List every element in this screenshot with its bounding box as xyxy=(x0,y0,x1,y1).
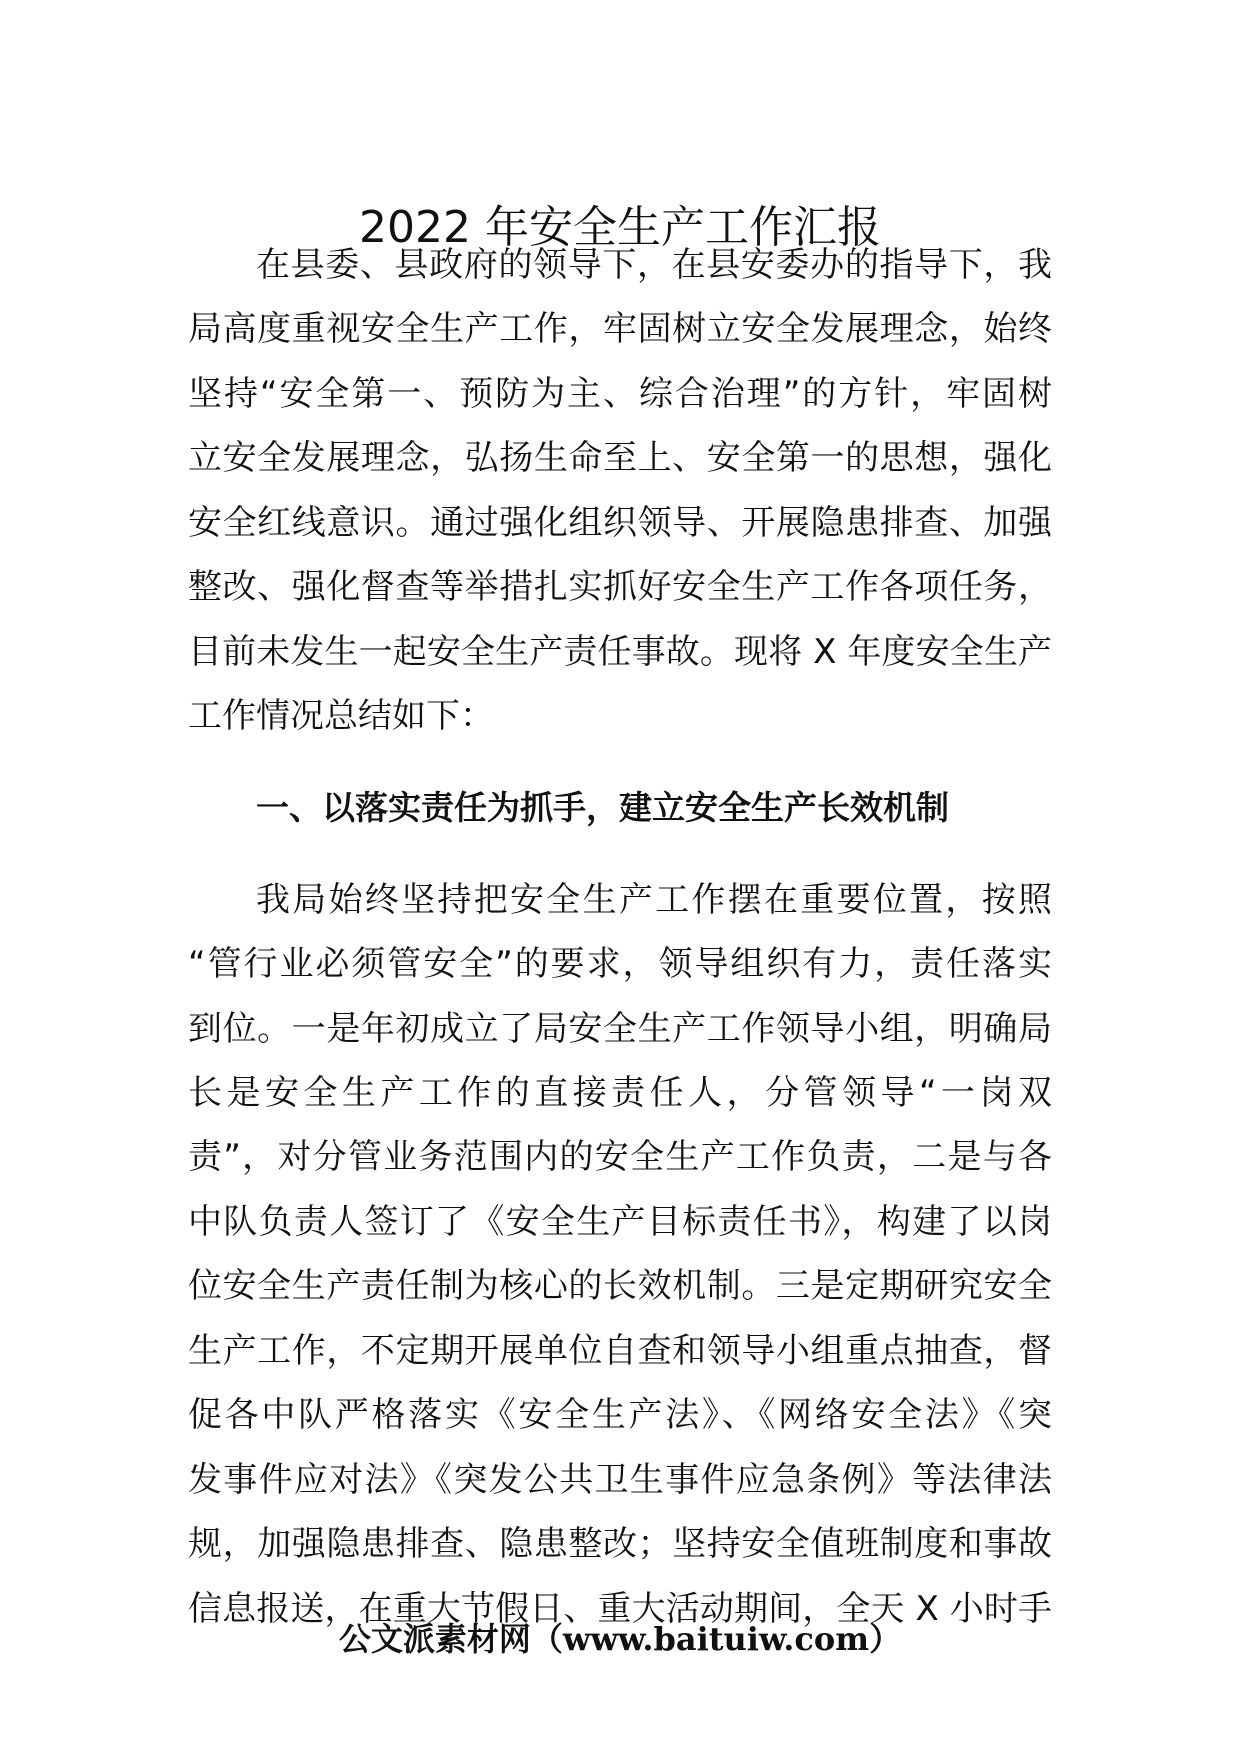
paragraph-line: 局高度重视安全生产工作，牢固树立安全发展理念，始终 xyxy=(188,309,1052,350)
paragraph-line: 工作情况总结如下： xyxy=(188,696,494,737)
paragraph-line: 长是安全生产工作的直接责任人，分管领导“一岗双 xyxy=(188,1073,1052,1113)
paragraph-line: “管行业必须管安全”的要求，领导组织有力，责任落实 xyxy=(188,944,1052,985)
paragraph-line: 目前未发生一起安全生产责任事故。现将 X 年度安全生产 xyxy=(188,631,1052,672)
paragraph-line: 安全红线意识。通过强化组织领导、开展隐患排查、加强 xyxy=(188,502,1052,543)
paragraph-line: 在县委、县政府的领导下，在县安委办的指导下，我 xyxy=(256,245,1052,285)
watermark-footer: 公文派素材网（www.baituiw.com） xyxy=(338,1620,902,1658)
paragraph-line: 我局始终坚持把安全生产工作摆在重要位置，按照 xyxy=(256,879,1052,920)
paragraph-line: 规，加强隐患排查、隐患整改；坚持安全值班制度和事故 xyxy=(188,1524,1052,1565)
paragraph-line: 整改、强化督查等举措扎实抓好安全生产工作各项任务， xyxy=(188,567,1052,608)
document-body xyxy=(188,233,1052,1641)
document-title: 2022 年安全生产工作汇报 xyxy=(359,202,881,254)
paragraph-line: 信息报送，在重大节假日、重大活动期间，全天 X 小时手 xyxy=(188,1588,1052,1629)
paragraph-line: 发事件应对法》《突发公共卫生事件应急条例》等法律法 xyxy=(188,1459,1052,1500)
paragraph-line: 位安全生产责任制为核心的长效机制。三是定期研究安全 xyxy=(188,1266,1052,1307)
intro-paragraph xyxy=(188,233,1052,749)
paragraph-line: 到位。一是年初成立了局安全生产工作领导小组，明确局 xyxy=(188,1008,1052,1049)
section-1-paragraph xyxy=(188,868,1052,1641)
paragraph-line: 促各中队严格落实《安全生产法》、《网络安全法》《突 xyxy=(188,1395,1052,1436)
paragraph-line: 立安全发展理念，弘扬生命至上、安全第一的思想，强化 xyxy=(188,438,1052,479)
paragraph-line: 坚持“安全第一、预防为主、综合治理”的方针，牢固树 xyxy=(188,373,1052,414)
paragraph-line: 生产工作，不定期开展单位自查和领导小组重点抽查，督 xyxy=(188,1330,1052,1371)
paragraph-line: 责”，对分管业务范围内的安全生产工作负责，二是与各 xyxy=(188,1137,1052,1178)
section-heading: 一、以落实责任为抓手，建立安全生产长效机制 xyxy=(256,787,949,827)
paragraph-line: 中队负责人签订了《安全生产目标责任书》，构建了以岗 xyxy=(188,1201,1052,1242)
